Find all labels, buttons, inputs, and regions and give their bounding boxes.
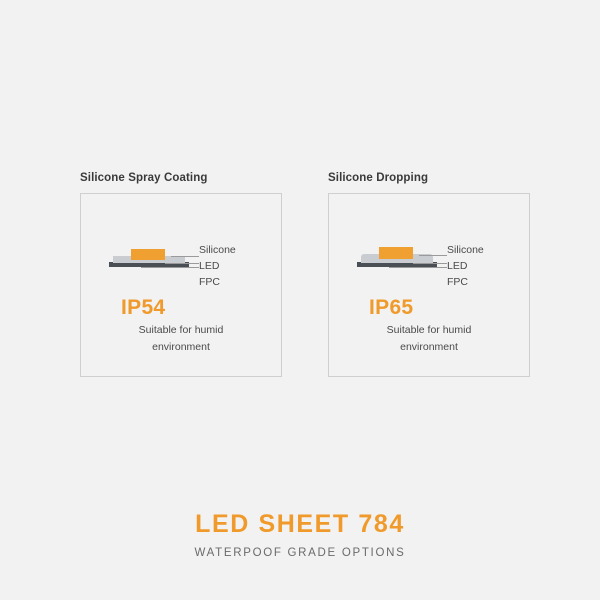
card-note-line-2: environment bbox=[400, 341, 458, 353]
layer-label-fpc: FPC bbox=[447, 276, 468, 288]
card-note bbox=[329, 322, 529, 356]
leader-line-silicone bbox=[419, 255, 447, 256]
leader-line-led bbox=[413, 263, 447, 264]
card-note-line-1: Suitable for humid bbox=[386, 324, 472, 336]
card-silicone-dropping bbox=[328, 172, 532, 377]
layer-label-led: LED bbox=[447, 260, 468, 272]
card-note-line-2: environment bbox=[152, 341, 210, 353]
led-strip-diagram bbox=[81, 242, 283, 288]
leader-line-silicone bbox=[171, 256, 199, 257]
footer-title: LED SHEET 784 bbox=[195, 510, 405, 538]
card-title: Silicone Spray Coating bbox=[80, 172, 208, 184]
led-strip-diagram bbox=[329, 242, 531, 288]
ip-rating-label: IP65 bbox=[369, 296, 414, 319]
card-note bbox=[81, 322, 281, 356]
card-body bbox=[328, 193, 530, 377]
layer-label-fpc: FPC bbox=[199, 276, 220, 288]
led-chip-shape bbox=[379, 247, 413, 259]
led-chip-shape bbox=[131, 249, 165, 260]
card-silicone-spray-coating bbox=[80, 172, 284, 377]
footer-subtitle: WATERPOOF GRADE OPTIONS bbox=[194, 547, 406, 559]
card-note-line-1: Suitable for humid bbox=[138, 324, 224, 336]
layer-label-list bbox=[447, 242, 484, 290]
card-title: Silicone Dropping bbox=[328, 172, 429, 184]
layer-label-silicone: Silicone bbox=[447, 244, 484, 256]
leader-line-fpc bbox=[389, 267, 447, 268]
ip-rating-label: IP54 bbox=[121, 296, 166, 319]
card-row bbox=[80, 172, 532, 377]
layer-label-led: LED bbox=[199, 260, 220, 272]
card-body bbox=[80, 193, 282, 377]
footer bbox=[0, 510, 600, 559]
layer-label-list bbox=[199, 242, 236, 290]
leader-line-fpc bbox=[141, 267, 199, 268]
leader-line-led bbox=[165, 263, 199, 264]
layer-label-silicone: Silicone bbox=[199, 244, 236, 256]
